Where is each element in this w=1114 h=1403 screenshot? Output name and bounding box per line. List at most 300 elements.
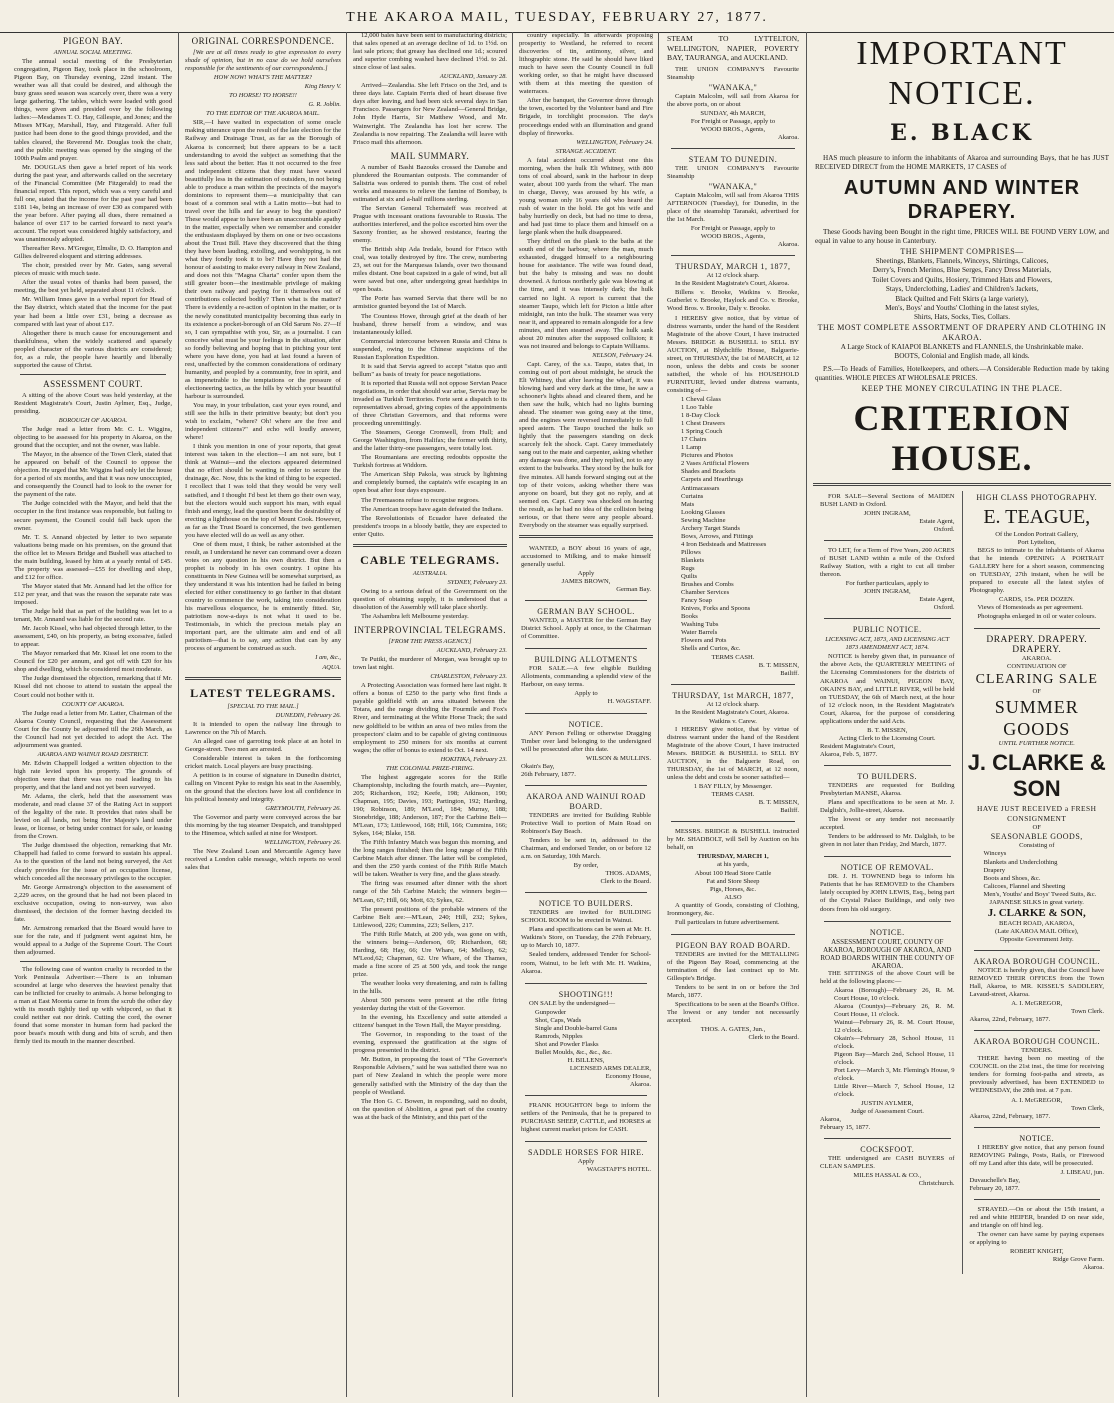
advert-text: ALSO <box>724 893 742 901</box>
advert-shooting <box>519 988 653 1092</box>
advert-text: For Freight or Passage, apply to <box>690 225 776 233</box>
paragraph: A fatal accident occurred about one this morning, when the hulk Eli Whitney, with 800 tons of coal aboard, sank in the harbour in deep water, about 100 yards from the wharf. The man in charge, Davey, was aroused by his wife, a young woman only 16 years old who heard the rush of water in the hold. He got his wife and baby hurriedly on deck, but had no time to dress, and had just time to place them and himself on a large plank when the hulk disappeared. <box>519 156 653 237</box>
divider <box>824 921 951 922</box>
advertiser: ROBERT KNIGHT, <box>1009 1248 1064 1256</box>
list-item: Blankets and Underclothing <box>983 858 1058 866</box>
list-item: Books <box>681 613 698 621</box>
advertiser: JOHN INGRAM, <box>863 509 911 517</box>
divider <box>525 713 647 714</box>
dateline: GREYMOUTH, February 26. <box>265 805 341 813</box>
advert-heading: TO BUILDERS. <box>857 771 918 781</box>
paragraph: Mr. George Armstrong's objection to the assessment of 2,229 acres, on the ground that he had not been placed in exclusive occupation, owing to non-survey, was also dismissed, the decision of the former having decided its fate. <box>14 883 172 923</box>
advertiser-title: Clerk to the Board. <box>600 878 651 886</box>
advert-text: Consisting of <box>1019 842 1055 850</box>
advert-terms: TERMS CASH. <box>711 791 755 799</box>
advert-text: STRAYED.—On or about the 15th instant, a red and white HEIFER, branded D on near side, and triangle on off hind leg. <box>969 1205 1104 1230</box>
paragraph: Mr. Button, in proposing the toast of "The Governor's Responsible Advisers," said he was satisfied there was no part of New Zealand in which the people were more generally satisfied with the Ministry of the day than the people of Westland. <box>353 1056 507 1096</box>
e-teague-name: E. TEAGUE, <box>983 505 1091 528</box>
advert-auction-cattle <box>665 826 801 930</box>
advert-text: ON SALE by the undersigned— <box>529 999 616 1007</box>
heading: INTERPROVINCIAL TELEGRAMS. <box>354 625 506 636</box>
advertiser: B. T. MISSEN, <box>758 799 799 807</box>
list-item: Antimacassars <box>681 484 720 492</box>
paragraph: The American troops have again defeated the Indians. <box>361 505 504 513</box>
dateline: SYDNEY, February 23. <box>447 578 507 586</box>
advert-heading: STEAM TO DUNEDIN. <box>688 154 778 164</box>
advert-place: Ridge Grove Farm. <box>1052 1256 1104 1264</box>
advert-text: THE UNION COMPANY'S Favourite Steamship <box>667 65 799 81</box>
advert-heading: GERMAN BAY SCHOOL. <box>537 607 635 617</box>
advertiser-title: Clerk to the Board. <box>748 1034 799 1042</box>
e-black-name: E. BLACK <box>890 120 1034 146</box>
list-item: Rugs <box>681 564 695 572</box>
important-notice-heading: IMPORTANT NOTICE. <box>856 35 1068 112</box>
advertiser: JUSTIN AYLMER, <box>861 1099 914 1107</box>
advert-place: Oxford. <box>933 525 955 533</box>
paragraph: Arrived—Zealandia. She left Frisco on the 3rd, and is three days late. Captain Ferris died of heart disease five days after leaving, and had been sick several days in San Francisco. Passengers for New Zealand—General Bridge, John Hyde Harris, Sir Matthew Wood, and Mr. Wainwright. The Zealandia has lost her screw. The Zealandia is now repairing. The Zealandia will leave with Frisco mail this afternoon. <box>353 82 507 146</box>
column-3 <box>346 32 513 1397</box>
advert-heading: AKAROA BOROUGH COUNCIL. <box>973 956 1100 966</box>
advert-text: TENDERS are invited for BUILDING SCHOOL ROOM to be erected in Wainui. <box>521 909 651 925</box>
paragraph: The Ashambra left Melbourne yesterday. <box>361 613 469 620</box>
advert-text: THE undersigned are CASH BUYERS of CLEAN SAMPLES. <box>820 1154 955 1170</box>
advert-text: THE SITTINGS of the above Court will be held at the following places:— <box>820 969 955 985</box>
advert-item: 1 BAY FILLY, by Messenger. <box>693 783 773 791</box>
paragraph: A number of Bashi Bazouks crossed the Danube and plundered the Roumanian outposts. The commander of Salistria was ordered to punish them. The cost of rebel works and measures to relieve the famine of Bombay, is estimated at six and a-half millions sterling. <box>353 163 507 203</box>
right-advert-right <box>962 491 1112 1275</box>
list-item: 4 Iron Bedsteads and Mattresses <box>681 540 767 548</box>
paragraph: Mr. William Innes gave in a verbal report for Head of the Bay district, which stated that the income for the past year had been a little over £31, being a decrease as compared with last year of about £17. <box>14 296 172 328</box>
advert-road-board <box>519 790 653 888</box>
advert-auction-household <box>665 260 801 679</box>
advert-heading: NOTICE OF REMOVAL. <box>840 863 934 873</box>
advert-heading: SADDLE HORSES FOR HIRE. <box>528 1148 644 1158</box>
advert-place: Okain's Bay, <box>521 762 555 770</box>
advert-text: For Freight or Passage, apply to <box>690 117 776 125</box>
dateline: WELLINGTON, February 26. <box>264 839 341 847</box>
divider <box>525 648 647 649</box>
advertiser: WAGSTAFF'S HOTEL. <box>586 1166 651 1174</box>
paragraph: It is said that Servia agreed to accept "status quo anti bellum" as basis of treaty for peace negotiations. <box>353 362 507 378</box>
signature: AQUA. <box>322 663 341 671</box>
paragraph: SIR,—I have waited in expectation of some oracle making utterance upon the result of the late election for the Railway and Drainage Trust, as far as the Borough of Akaroa is concerned; but there appears to be a tacit understanding to avoid the subject as something that the less said about the better. Has it not occurred to the free and independent citizens that they must have waxed beautifully less in the estimation of outsiders, in not being able to produce a man within the precincts of the mayor's dominions to represent them—a municipality that can boast of a common seal with a Latin motto—but had to travel over the hills and far away to beg the question? These would appear to have been an unaccountable apathy in the matter, especially when we remember and consider the enthusiasm displayed by them on one or two occasions about the Trust Bill. Have they discovered that the thing they have been lauding, extolling, and worshipping, is not what they fondly took it to be? Have they not had the honour of assisting to make every railway in New Zealand, and does not this "Magna Charta" confer upon them the still greater boon—the inestimable privilege of making their own railway and paying for it themselves out of contributions collected bodily? Then what is the matter? There is evidently a re-action of opinion in the matter, or is the newly constituted municipality becoming thus early in its existence a pocket-borough of an Old Sarum No. 2?—If so, I can sympathise with you, Sir, as a journalist. I can conceive what must be your feelings in the situation, after so fondly believing and hoping that in pitching your tent where you have done, you had at last found a haven of rest, unaffected by the common considerations of ordinary humanity, and peopled by a community, free in spirit, and as impenetrable to the temptations or the pressure of electioneering tactics, as the hills by which your beautiful harbour is surrounded. <box>185 119 342 400</box>
advert-heading: NOTICE. <box>869 927 905 937</box>
advert-heading: COCKSFOOT. <box>860 1144 915 1154</box>
advert-date: Akaroa, 22nd, February, 1877. <box>969 1112 1051 1120</box>
advert-date: Akaroa, 22nd, February, 1877. <box>969 1016 1051 1024</box>
advert-text: NOTICE is hereby given that, in pursuance of the above Acts, the QUARTERLY MEETING of the Licensing Commissioners for the districts of AKAROA and WAINUI, PIGEON BAY, OKAIN'S BAY, and LITTLE RIVER, will be held on TUESDAY, the 6th of March next, at the hour of 12 o'clock noon, in the Resident Magistrate's Court, Akaroa, for the purpose of considering applications under the said Acts. <box>820 653 955 725</box>
advert-heading: AKAROA AND WAINUI ROAD BOARD. <box>526 791 646 811</box>
advert-heading: SHOOTING!!! <box>558 989 614 999</box>
paragraph: Mr. DOUGLAS then gave a brief report of his work during the past year, and afterwards called on the secretary of the Financial Committee (Mr Fitzgerald) to read the financial report. This report, which was a very careful and full one, stated that the income for the past year had been £181 14s, being an increase of over £30 as compared with the year before. After paying all dues, there remained a balance of over £17 to be carried forward to next year's account. The report was considered highly satisfactory, and was unanimously adopted. <box>14 163 172 244</box>
advertiser: H. BILLENS, <box>567 1056 605 1064</box>
advert-place: Akaroa. <box>1082 1264 1104 1272</box>
divider <box>974 950 1101 951</box>
advert-text: UNTIL FURTHER NOTICE. <box>998 740 1075 748</box>
advertiser: B. T. MISSEN, <box>758 661 799 669</box>
divider <box>525 983 647 984</box>
list-item: 1 Lamp <box>681 444 702 452</box>
list-item: Chamber Services <box>681 589 730 597</box>
list-item: Shades and Brackets <box>681 468 736 476</box>
advert-slogan: KEEP THE MONEY CIRCULATING IN THE PLACE. <box>861 383 1063 393</box>
divider <box>20 961 166 962</box>
advert-text: Tenders to be sent in on or before the 3rd March, 1877. <box>667 984 799 1000</box>
advert-e-black <box>813 152 1111 396</box>
divider <box>525 892 647 893</box>
list-item: Looking Glasses <box>681 508 726 516</box>
divider <box>974 1127 1101 1128</box>
advertiser: WILSON & MULLINS. <box>585 754 651 762</box>
list-item: Shot, Caps, Wads <box>535 1016 582 1024</box>
list-item: Akaroa (Borough)—February 26, R. M. Court House, 10 o'clock. <box>834 986 955 1002</box>
advert-text: Sealed tenders, addressed Tender for School-room, Wainui, to be left with Mr. H. Watkins, Akaroa. <box>521 951 651 975</box>
paragraph: The present positions of the probable winners of the Carbine Belt are:—M'Lean, 240; Hill, 232; Sykes, Littlewood, 226; Cummins, 223; Sellers, 217. <box>353 905 507 929</box>
subheading: THE COLONIAL PRIZE-FIRING. <box>385 764 475 772</box>
advertiser-title: Judge of Assessment Court. <box>850 1107 924 1115</box>
paragraph: The Governor and party were conveyed across the bar this morning by the tug steamer Despatch, and transhipped to the Hinemoa, which sailed at nine for Westport. <box>185 814 341 838</box>
paragraph: A Protecting Association was formed here last night. It offers a bonus of £250 to the party who first finds a payable goldfield with an area situated between the Totara, and the range dividing the Fourmile and Fox's River, and terminating at the White Horse Track; the said new goldfield to be within an area of two miles from the prospectors' claim and to be capable of giving continuous employment to 250 miners for six months at current wages; the offer of bonus to extend to Oct. 14 next. <box>353 682 507 754</box>
advert-heading: PIGEON BAY ROAD BOARD. <box>675 940 791 950</box>
advert-text: WANTED, a BOY about 16 years of age, accustomed to Milking, and to make himself generally useful. <box>521 544 651 568</box>
advert-text: Captain Malcolm, will sail from Akaroa THIS AFTERNOON (Tuesday), for Dunedin, in the place of the steamship Taranaki, advertised for the 1st March. <box>667 191 799 224</box>
subheading: AKAROA AND WAINUI ROAD DISTRICT. <box>37 750 149 758</box>
paragraph: The Roumanians are erecting redoubts opposite the Turkish fortress at Widdorn. <box>353 454 507 470</box>
list-item: Mats <box>681 500 695 508</box>
advert-building-allotments <box>519 653 653 708</box>
advert-text: Photographs enlarged in oil or water colours. <box>977 613 1097 621</box>
advert-subheading: LICENSING ACT, 1873, AND LICENSING ACT 1873 AMENDMENT ACT, 1874. <box>825 636 950 652</box>
page-body <box>14 32 1109 1397</box>
advert-public-notice <box>818 623 957 761</box>
list-item: Shells and Curios, &c. <box>681 645 741 653</box>
quote: TO HORSE! TO HORSE!! <box>229 92 297 100</box>
paragraph: The Judge coincided with the Mayor, and held that the occupier in the first instance was responsible, but failing to secure payment, the Council could fall back upon the owner. <box>14 500 172 532</box>
advert-text: CONTINUATION OF <box>1006 663 1067 671</box>
advert-text: Captain Malcolm, will sail from Akaroa for the above ports, on or about <box>667 92 799 108</box>
advertiser: J. LIBEAU, jun. <box>1060 1168 1104 1176</box>
advert-heading: NOTICE. <box>1019 1133 1055 1143</box>
advert-notice-timber <box>519 718 653 781</box>
subheading: ANNUAL SOCIAL MEETING. <box>53 49 133 56</box>
criterion-house-heading: CRITERION HOUSE. <box>853 397 1071 478</box>
advertiser-title: LICENSED ARMS DEALER, <box>569 1064 651 1072</box>
list-item: Archery Target Stands <box>681 524 740 532</box>
quote: HOW NOW! WHAT'S THE MATTER? <box>213 74 313 82</box>
letter-address: TO THE EDITOR OF THE AKAROA MAIL. <box>206 110 320 118</box>
heading: ORIGINAL CORRESPONDENCE. <box>191 36 335 46</box>
list-item: 1 Spring Couch <box>681 428 723 436</box>
list-item: 1 8-Day Clock <box>681 412 720 420</box>
advert-place: Port Lyttelton, <box>1017 538 1056 546</box>
list-item: Quilts <box>681 573 698 581</box>
divider <box>974 1030 1101 1031</box>
advert-place: Oxford. <box>933 604 955 612</box>
list-item: 1 Loo Table <box>681 404 713 412</box>
clearing-sale-heading: CLEARING SALE <box>975 672 1098 688</box>
list-item: Knives, Forks and Spoons <box>681 605 751 613</box>
list-item: Men's, Youths' and Boys' Tweed Suits, &c. <box>983 890 1097 898</box>
subheading: BOROUGH OF AKAROA. <box>58 416 128 424</box>
advert-place: Akaroa. <box>777 241 799 249</box>
advert-text: These Goods having been Bought in the right time, PRICES WILL BE FOUND VERY LOW, and equal in value to any house in Canterbury. <box>815 228 1109 245</box>
paragraph: The Governor, in responding to the toast of the evening, expressed the gratification at the signs of progress presented in the district. <box>353 1031 507 1055</box>
advert-text: A quantity of Goods, consisting of Clothing, Ironmongery, &c. <box>667 901 799 917</box>
signoff: I am, &c., <box>315 654 341 662</box>
list-item: Brushes and Combs <box>681 581 734 589</box>
advert-text: The lowest or any tender not necessarily accepted. <box>820 816 955 832</box>
advert-borough-tenders <box>968 1035 1107 1122</box>
paragraph: The Mayor remarked that Mr. Kissel let one room to the Council for £20 per annum, and got off with £20 for his shop and dwelling, which he considered most moderate. <box>14 650 172 674</box>
advert-text: In the Resident Magistrate's Court, Akaroa. <box>675 280 790 288</box>
advert-apply: Apply <box>577 570 595 577</box>
paragraph: Mr. Jacob Kissel, who had objected through letter, to the assessment, £40, on his property, as being excessive, failed to appear. <box>14 625 172 649</box>
divider <box>671 255 795 256</box>
sittings-list <box>820 987 955 1100</box>
subheading: COUNTY OF AKAROA. <box>61 700 125 708</box>
paragraph: The Countess Howe, through grief at the death of her husband, threw herself from a window, and was instantaneously killed. <box>353 312 507 336</box>
advert-date: Akaroa, Feb. 5, 1877. <box>820 750 878 758</box>
advert-subheading: TENDERS. <box>1021 1047 1053 1055</box>
advert-borough-removal <box>968 955 1107 1026</box>
advert-text: ANY Person Felling or otherwise Dragging Timber over land belonging to the undersigned will be prosecuted after this date. <box>521 729 651 753</box>
list-item: 1 Chest Drawers <box>681 420 725 428</box>
advert-text: NOTICE is hereby given, that the Council have REMOVED THEIR OFFICES from the Town Hall, Akaroa, to MR. KISSEL'S SADDLERY, Lavaud-street, Akaroa. <box>969 966 1104 999</box>
heading: LATEST TELEGRAMS. <box>190 685 336 700</box>
list-item: Shot and Powder Flasks <box>535 1040 599 1048</box>
advertiser-title: Estate Agent, <box>919 517 955 525</box>
paragraph: The British ship Ada Iredale, bound for Frisco with coal, was totally destroyed by fire. The crew, numbering 23, set out for the Marquesas Islands, over two thousand miles distant. One boat capsized in a gale of wind, but all were saved but one, after undergoing great hardships in open boats. <box>353 246 507 294</box>
advert-text: Plans and specifications can be seen at Mr. H. Watkins's Store, on Tuesday, the 27th February, up to March 10, 1877. <box>521 926 651 950</box>
advert-steam-dunedin <box>665 153 801 251</box>
list-item: Ramrods, Nipples <box>535 1032 583 1040</box>
list-item: Bullet Moulds, &c., &c., &c. <box>535 1048 612 1056</box>
paragraph: Mr. Adams, the clerk, held that the assessment was moderate, and read clause 37 of the Rating Act in support of the legality of the rate. It provides that rates shall be levied on all lands, not being Her Majesty's land under lease, or license, or being under contract for sale, or leasing from the Crown. <box>14 793 172 841</box>
divider <box>519 535 653 538</box>
advert-text: FOR SALE.—A few eligible Building Allotments, commanding a splendid view of the Harbour, on easy terms. <box>521 665 651 689</box>
divider <box>671 684 795 685</box>
advert-text: In the Resident Magistrate's Court, Akaroa. <box>675 708 790 716</box>
advert-wanted-boy <box>519 543 653 596</box>
advert-heading: THURSDAY, 1st MARCH, 1877, <box>672 690 794 700</box>
paragraph: A petition is in course of signature in Dunedin district, calling on Vincent Pyke to resign his seat in the Assembly, on the ground that the electors have lost all confidence in his political honesty and integrity. <box>185 771 341 804</box>
advert-text: BOOTS, Colonial and English made, all kinds. <box>894 352 1030 361</box>
advert-heading: HIGH CLASS PHOTOGRAPHY. <box>976 492 1098 502</box>
advert-to-let <box>818 545 957 614</box>
advert-text: BEGS to intimate to the inhabitants of Akaroa that he intends OPENING A PORTRAIT GALLERY here for a short season, commencing on TUESDAY, 27th instant, when he will be prepared to execute all the latest styles of Photography. <box>969 546 1104 594</box>
paragraph: Te Putiki, the murderer of Morgan, was brought up to town last night. <box>353 656 507 672</box>
paragraph: The Fifth Infantry Match was begun this morning, and the long ranges finished; then the long range of the Fifth Carbine Match after dinner. The latter will be completed, and then the 250 yards contest of the Fifth Rifle Match will be taken. Weather is very fine, and the glass steady. <box>353 839 507 879</box>
advertiser: MILES HASSAL & CO., <box>853 1171 922 1179</box>
divider <box>525 1141 647 1142</box>
advert-text: I HEREBY give notice, that by virtue of distress warrants, under the hand of the Resident Magistrate of the above Court, I have instructed Messrs. BRIDGE & BUSHELL to SELL BY AUCTION, at Blythcliffe House, Balguerie-street, on THURSDAY, the 1st of MARCH, at 12 noon, unless the debts and costs be sooner satisfied, the whole of his HOUSEHOLD FURNITURE, levied under distress warrants, consisting of— <box>667 314 799 394</box>
advert-item: About 100 Head Store Cattle <box>694 869 772 877</box>
list-item: Curtains <box>681 492 704 500</box>
advert-text: Billens v. Brooke, Watkins v. Brooke, Gutberlet v. Brooke, Haylock and Co. v. Brooke, Wood Bros. v. Brooke, Daly v. Brooke. <box>667 289 799 313</box>
advert-address: Opposite Government Jetty. <box>999 935 1074 943</box>
paragraph: The Mayor, in the absence of the Town Clerk, stated that he appeared on behalf of the Council to oppose the objection. He urged that Mr. Wiggins had only let the house for a period of six months, and that it was now unoccupied, and consequently the Council had to look to the owner for the payment of the rate. <box>14 451 172 499</box>
advert-address: (Late AKAROA MAIL Office), <box>995 927 1079 935</box>
advert-text: A Large Stock of KAIAPOI BLANKETS and FLANNELS, the Unshrinkable make. <box>840 342 1084 351</box>
advert-text: The owner can have same by paying expenses or applying to <box>969 1231 1104 1247</box>
paragraph: 12,000 bales have been sent to manufacturing districts; that sales opened at an average decline of 1d. to 1½d. on last sale prices; that greasy has declined one 1d.; scoured and superior combing washed have declined 1½d. to 2d. since close of last sales. <box>353 32 507 72</box>
list-item: Water Barrels <box>681 629 718 637</box>
advert-text: FOR SALE—Several Sections of MAIDEN BUSH LAND in Oxford. <box>820 492 955 508</box>
goods-line: Men's, Boys' and Youths' Clothing in the latest styles, <box>885 304 1039 313</box>
list-item: Wainui—February 26, R. M. Court House, 12 o'clock. <box>834 1019 955 1035</box>
paragraph: The New Zealand Loan and Mercantile Agency have received a London cable message, which reports no wool sales that <box>185 848 341 872</box>
advertiser-title: Town Clerk, <box>1071 1104 1104 1112</box>
paragraph: The Hon G. C. Bowen, in responding, said no doubt, on the question of Abolition, a great part of the country was at the back of the Ministry, and this part of the <box>353 1097 507 1121</box>
paragraph: About 500 persons were present at the rifle firing yesterday during the visit of the Governor. <box>353 997 507 1013</box>
list-item: Port Levy—March 3, Mr. Fleming's House, 9 o'clock. <box>834 1067 955 1083</box>
list-item: Fancy Soap <box>681 597 712 605</box>
advert-text: For further particulars, apply to <box>845 580 929 588</box>
list-item: 17 Chairs <box>681 436 707 444</box>
advert-heading: DRAPERY. DRAPERY. DRAPERY. <box>986 635 1088 656</box>
heading: MAIL SUMMARY. <box>390 150 470 161</box>
advert-assessment-notice <box>818 926 957 1134</box>
advert-bush-land <box>818 491 957 536</box>
advertiser-title: Bailiff. <box>780 669 799 677</box>
divider <box>185 677 341 680</box>
advert-text: TENDERS are invited for the METALLING of the Pigeon Bay Road, commencing at the termination of the last contract up to Mr. Gillespie's Bridge. <box>667 950 799 982</box>
advert-auction-filly <box>665 689 801 818</box>
advert-text: THERE having been no meeting of the COUNCIL on the 21st inst., the time for receiving tenders for forming foot-paths and streets, as previously advertised, has been EXTENDED to WEDNESDAY, the 28th inst. at 7 p.m. <box>969 1055 1104 1095</box>
subheading: [SPECIAL TO THE MAIL.] <box>227 702 299 710</box>
paragraph: They drifted on the plank to the baths at the south end of the harbour, where the man, much exhausted, dragged himself to a neighbouring house for assistance. The wife was found dead, but the baby is missing and was no doubt drowned. A furious northerly gale was blowing at the time, and it was intensely dark; the hulk carried no light. A report is current that the steamer Taupo, which left for Picton a little after midnight, ran into the hulk. The steamer was very near it, and appeared to remain alongside for a few minutes, and then steamed away. The hulk sank about 20 minutes after the supposed collision; it was not insured and belongs to Captain Williams. <box>519 238 654 350</box>
advert-text: Watkins v. Carew. <box>709 717 757 725</box>
advert-text: Plans and specifications to be seen at Mr. J. Dalglish's, Jollie-street, Akaroa. <box>820 799 955 815</box>
dateline: CHARLESTON, February 23. <box>430 673 507 681</box>
paragraph: It is intended to open the railway line through to Lawrence on the 7th of March. <box>185 720 341 736</box>
subheading: STRANGE ACCIDENT. <box>555 147 617 155</box>
right-advert-block <box>806 32 1111 1397</box>
advert-cocksfoot <box>818 1143 957 1190</box>
paragraph: country especially. In afterwards proposing prosperity to Westland, he referred to recent discoveries of tin, antimony, silver, and lithographic stone. He said he should have liked much to have seen the County Council in full working order, so that he might have discussed with them at this meeting the question of waterraces. <box>519 32 653 96</box>
advertiser-title: Estate Agent, <box>919 596 955 604</box>
advertiser: THOS. A. GATES, Jun., <box>700 1026 766 1034</box>
advert-text: OF <box>1032 688 1041 696</box>
advertiser-title: Of the London Portrait Gallery, <box>995 530 1079 538</box>
advert-place: Christchurch. <box>918 1179 955 1187</box>
quote-attribution: G. R. Joblin. <box>308 101 341 109</box>
paragraph: Capt. Carey, of the s.s. Taupo, states that, in coming out of port about midnight, he struck the Eli Whitney, that after leaving the wharf, it was blowing hard and very dark at the time, he saw a schooner's lights ahead and cleared them, and he then saw the hulk, which had no lights burning ahead. The steamer was going easy at the time, and the engines were reversed immediately to full speed astern. The Taupo touched the hulk so lightly that the passengers standing on deck scarcely felt the shock. Capt. Carey immediately sang out to the mate and carpenter, asking whether any damage was done, and they replied, not to any extent to the bulwarks. They stood by the hulk for five minutes. All hands forward singing out at the top of their voices, asking whether there was anyone on board, but they got no reply, and at seemed on. Capt. Carey was shocked on hearing the result, as he had no idea of the collision being serious, or that there were any people aboard. Everybody on the steamer was equally surprised. <box>519 360 653 529</box>
masthead <box>0 4 1114 33</box>
advertiser: H. WAGSTAFF. <box>607 698 651 706</box>
advertiser-title: Bailiff. <box>780 807 799 815</box>
advert-price: CARDS, 15s. PER DOZEN. <box>999 596 1075 604</box>
column-5 <box>658 32 807 1397</box>
divider <box>671 821 795 822</box>
advert-subheading: SEASONABLE GOODS, <box>990 832 1083 842</box>
advert-libeau-notice <box>968 1132 1107 1195</box>
autumn-drapery-heading: AUTUMN AND WINTER DRAPERY. <box>843 177 1081 223</box>
advert-text: WANTED, a MASTER for the German Bay District School. Apply at once, to the Chairman of Committee. <box>521 617 651 641</box>
list-item: Sewing Machine <box>681 516 726 524</box>
advert-strayed <box>968 1204 1107 1274</box>
paragraph: Mr. T. S. Annand objected by letter to two separate valuations being made on his premises, on the ground that the office let to Messrs Bridge and Bushell was attached to the main building, leased by him at a yearly rental of £45. The property was assessed—£55 for dwelling and shop, and £12 for office. <box>14 533 172 581</box>
advert-heading: STEAM TO LYTTELTON, WELLINGTON, NAPIER, POVERTY BAY, TAURANGA, and AUCKLAND. <box>667 34 799 62</box>
list-item: Flowers and Pots <box>681 637 727 645</box>
paragraph: Commercial intercourse between Russia and China is suspended, owing to the Chinese suspicions of the Russian Exploration Expedition. <box>353 337 507 361</box>
advert-text: TENDERS are invited for Building Rubble Protective Wall to portion of Main Road on Robinson's Bay Beach. <box>521 811 651 835</box>
paragraph: The Steamers, George Cromwell, from Hull; and George Washington, from Halifax; the former with thirty, and the latter thirty-one passengers, were totally lost. <box>353 429 507 453</box>
advert-item: Pigs, Horses, &c. <box>710 885 756 893</box>
advert-item: Fat and Store Sheep <box>706 877 760 885</box>
newspaper-title: THE AKAROA MAIL, TUESDAY, FEBRUARY 27, 1877. <box>346 10 768 25</box>
advert-text: Specifications to be seen at the Board's Office. The lowest or any tender not necessarily accepted. <box>667 1001 799 1025</box>
goods-line: Stays, Underclothing, Ladies' and Children's Jackets, <box>885 285 1039 294</box>
goods-list <box>970 850 1105 898</box>
list-item: 1 Cheval Glass <box>681 396 721 403</box>
list-item: 2 Vases Artificial Flowers <box>681 460 750 468</box>
advert-place: Akaroa, <box>820 1115 842 1123</box>
advert-time: At 12 o'clock sharp. <box>706 700 760 708</box>
advert-heading: PUBLIC NOTICE. <box>852 625 922 635</box>
paragraph: The firing was resumed after dinner with the short range of the 5th Carbine Match; the winners begin—M'Lean, 67; Hill, 66; Mott, 63; Sykes, 62. <box>353 880 507 904</box>
dateline: AUCKLAND, February 23. <box>436 647 507 655</box>
advert-subheading: ASSESSMENT COURT, COUNTY OF AKAROA, BOROUGH OF AKAROA, AND ROAD BOARDS WITHIN THE COUNTY OF AKAROA. <box>820 937 955 970</box>
paragraph: The Fifth Rifle Match, at 200 yds, was gone on with, the winners being—Anderson, 69; Richardson, 68; Harding, 68; Hay, 66; Ure Whare, 64; Mellsop, 62; M'Leod,62; Chapman, 62. Ure Whare, of the Thames, made a fine score of 25 at 500 yds, and took the range prize. <box>353 930 507 978</box>
paragraph: The Judge read a letter from Mr. Latter, Chairman of the Akaroa County Council, requesting that the Assessment Court for the County be adjourned till the 26th March, as the Council had not yet decided to adopt the Act. The adjournment was granted. <box>14 709 172 749</box>
advert-address: BEACH ROAD, AKAROA, <box>999 919 1075 927</box>
advert-text: MESSRS. BRIDGE & BUSHELL instructed by Mr. SHADBOLT, will Sell by Auction on his behalf, on <box>667 828 799 852</box>
paragraph: A sitting of the above Court was held yesterday, at the Resident Magistrate's Court, Justin Aylmer, Esq., Judge, presiding. <box>14 391 172 415</box>
paragraph: The choir, presided over by Mr. Gates, sang several pieces of music with much taste. <box>14 262 172 278</box>
advert-heading: THURSDAY, MARCH 1, 1877, <box>675 262 791 272</box>
paragraph: The annual social meeting of the Presbyterian congregation, Pigeon Bay, took place in the schoolroom, Pigeon Bay, on Thursday evening, 22nd instant. The weather was all that could be desired, and although the busy grass seed season was scarcely over, there was a very large gathering. The tables, which were loaded with good things, were given and presided over by the following ladies:—Mesdames T. O. Hay, Gillespie, and Jones; and the Misses M'Kay, Marshall, Hay, and Fitzgerald. After full justice had been done to the good things provided, and the tables cleared, the Reverend Mr. Douglas took the chair, and the public meeting was opened by the singing of the 100th Psalm and prayer. <box>14 58 172 162</box>
paragraph: Altogether there is much cause for encouragement and thankfulness, when the widely scattered and sparsely peopled character of the various districts are considered; for, as a rule, the people have heartily and liberally supported the cause of Christ. <box>14 329 172 369</box>
advert-place: Akaroa. <box>629 1081 651 1089</box>
subheading: [FROM THE PRESS AGENCY.] <box>388 638 472 646</box>
advertiser-title: Town Clerk. <box>1071 1008 1104 1016</box>
paragraph: The American Ship Pakola, was struck by lightning and completely burned, the captain's wife escaping in an open boat after four days exposure. <box>353 471 507 495</box>
advert-text: TO LET, for a Term of Five Years, 200 ACRES of BUSH LAND within a mile of the Oxford Railway Station, with a right to cut all timber thereon. <box>820 546 955 579</box>
advert-text: TENDERS are requested for Building Presbyterian MANSE, Akaroa. <box>820 781 955 798</box>
advertiser: B. T. MISSEN, <box>867 726 908 734</box>
advert-subheading: THE MOST COMPLETE ASSORTMENT OF DRAPERY AND CLOTHING IN AKAROA. <box>817 322 1107 342</box>
paragraph: In the evening, his Excellency and suite attended a citizens' banquet in the Town Hall, the Mayor presiding. <box>353 1014 507 1030</box>
advert-text: THE UNION COMPANY'S Favourite Steamship <box>667 164 799 180</box>
divider <box>824 856 951 857</box>
right-advert-split <box>813 491 1111 1275</box>
column-1 <box>14 32 178 1397</box>
paragraph: The Judge dismissed the objection, remarking that Mr. Chappell had failed to come forward to sustain his appeal. As to the question of the land not being surveyed, the Act clearly provides for the issue of an occupation license, which conceded all the necessary privileges to the occupier. <box>14 842 172 882</box>
heading: PIGEON BAY. <box>62 36 123 46</box>
paragraph: The weather looks very threatening, and rain is falling in the hills. <box>353 979 507 996</box>
paragraph: It is reported that Russia will not oppose Servian Peace negotiations, in order that should war arise, Servia may be invaded as Turkish Territories. Forte sent a dispatch to its representatives abroad, giving copies of the appointments of three Christian Governors, and that reforms were proceeding unremittingly. <box>353 379 507 428</box>
advertiser: JAMES BROWN, <box>561 578 611 586</box>
list-item: Pigeon Bay—March 2nd, School House, 11 o'clock. <box>834 1051 955 1067</box>
right-advert-left <box>813 491 962 1275</box>
advert-place: Akaroa. <box>777 133 799 141</box>
editor-note: [We are at all times ready to give expression to every shade of opinion, but in no case do we hold ourselves responsible for the sentiments of our correspondents.] <box>185 49 341 73</box>
advert-apply: Apply to <box>574 690 598 698</box>
divider <box>20 374 166 375</box>
advert-notice-of-removal <box>818 861 957 916</box>
column-4 <box>512 32 659 1397</box>
advert-place: German Bay. <box>616 586 651 594</box>
divider <box>974 1199 1101 1200</box>
goods-line: Toilet Covers and Quilts, Hosiery, Trimmed Hats and Flowers, <box>871 275 1053 284</box>
column-2 <box>178 32 347 1397</box>
paragraph: Thereafter Revs. M'Gregor, Elmslie, D. O. Hampton and Gillies delivered eloquent and stirring addresses. <box>14 245 172 261</box>
advert-houghton <box>519 1100 653 1137</box>
list-item: Okain's—February 28, School House, 11 o'clock. <box>834 1035 955 1051</box>
divider <box>813 483 1111 486</box>
list-item: Gunpowder <box>535 1008 567 1016</box>
